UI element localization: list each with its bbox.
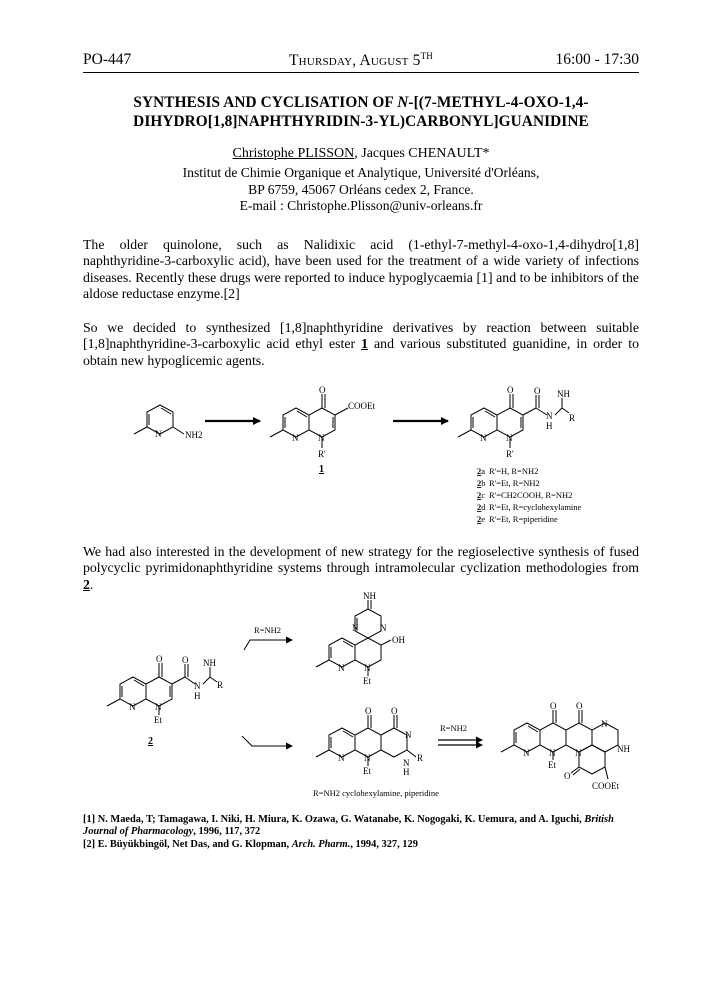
reaction-scheme-2 [0, 592, 704, 804]
p2-text-b: and various substituted guanidine, in order to obtain new hypoglicemic agents. [83, 336, 639, 368]
branch-arrow-top [244, 640, 292, 650]
s2-n-tet-top: N [601, 719, 608, 729]
s2-o-bot-b: O [391, 706, 398, 716]
s2-h-amide: H [194, 691, 201, 701]
s2-n2-bot: N [364, 753, 371, 763]
compound-1-structure [270, 394, 348, 448]
ref1-authors: [1] N. Maeda, T; Tamagawa, I. Niki, H. Miura, K. Ozawa, G. Watanabe, K. Nogogaki, K. Uemura, and A. Iguchi, [83, 814, 585, 825]
ref2-journal: Arch. Pharm. [291, 838, 351, 850]
s2-n1-cmp2: N [129, 702, 136, 712]
s2-n1-top: N [338, 663, 345, 673]
ref1-journal: British Journal of Pharmacology [83, 814, 614, 838]
session-day-text: Thursday, August 5 [288, 52, 421, 69]
paragraph-synthesis [83, 320, 639, 369]
variant-2a [477, 466, 538, 476]
branch-arrow-bottom [242, 736, 292, 746]
s1-n1-cmp1: N [292, 433, 299, 443]
poster-number: PO-447 [83, 51, 132, 68]
title-italic-n: N [397, 94, 409, 111]
svg-text:R'=Et, R=piperidine: R'=Et, R=piperidine [489, 514, 558, 524]
reference-1 [83, 814, 639, 839]
s2-n2-top: N [364, 663, 371, 673]
p2-text-a: So we decided to synthesized [1,8]naphthyridine derivatives by reaction between suitable [1,8]naphthyridine-3-carboxylic acid ethyl ester [83, 320, 639, 352]
s2-n-amide: N [194, 681, 201, 691]
ref2-details: , 1994, 327, 129 [350, 838, 418, 850]
s2-label-cmp2: 2 [148, 736, 153, 747]
presenting-author: Christophe PLISSON [232, 146, 355, 161]
s2-o-bot-a: O [365, 706, 372, 716]
paragraph-cyclization [83, 544, 639, 593]
s1-label-cmp1: 1 [319, 464, 324, 475]
s2-cooet: COOEt [592, 781, 619, 791]
page-header [83, 50, 639, 73]
title-part-b: -[(7-METHYL-4-OXO-1,4- [408, 94, 589, 111]
reaction-scheme-1 [0, 375, 704, 535]
s2-o-tet-c: O [564, 771, 571, 781]
title-line-1 [83, 93, 639, 112]
s2-n-top-a: N [352, 623, 359, 633]
s1-rprime-cmp2: R' [506, 449, 514, 459]
condition-top: R=NH2 [254, 625, 281, 635]
svg-text:2d: 2d [477, 502, 486, 512]
s2-r-bot: R [417, 753, 424, 763]
p3-text-b: . [89, 576, 94, 592]
s1-n-aminopyridine: N [155, 429, 162, 439]
s2-r: R [217, 680, 224, 690]
svg-text:2e: 2e [477, 514, 486, 524]
s1-n-amide: N [546, 411, 553, 421]
s2-o-a: O [156, 654, 163, 664]
s2-n-top-b: N [380, 623, 387, 633]
session-time: 16:00 - 17:30 [555, 51, 639, 68]
compound-2-variants [477, 466, 582, 524]
s2-n1-tet: N [523, 748, 530, 758]
ref2-authors: [2] E. Büyükbingöl, Net Das, and G. Klopman, [83, 838, 292, 850]
s2-et-cmp2: Et [154, 715, 162, 725]
authors [83, 146, 639, 162]
affiliation [83, 165, 639, 215]
variant-2b [477, 478, 540, 488]
scheme2-compound-2 [107, 663, 217, 715]
svg-text:2b: 2b [477, 478, 486, 488]
s1-o-cmp1: O [319, 385, 326, 395]
session-day-sup: TH [420, 51, 434, 61]
ref1-details: , 1996, 117, 372 [193, 826, 261, 838]
s2-nh-top: NH [363, 592, 376, 601]
variant-2e [477, 514, 558, 524]
s2-nh-tet: NH [617, 744, 630, 754]
s2-n-bot: N [405, 730, 412, 740]
affiliation-email: E-mail : Christophe.Plisson@univ-orleans.fr [239, 198, 483, 213]
s1-o-cmp2b: O [534, 386, 541, 396]
s1-n1-cmp2: N [480, 433, 487, 443]
s2-n-bot-b: N [403, 758, 410, 768]
s2-o-b: O [182, 655, 189, 665]
s2-o-tet-a: O [550, 701, 557, 711]
svg-text:R'=Et, R=cyclohexylamine: R'=Et, R=cyclohexylamine [489, 502, 582, 512]
s2-et-top: Et [363, 676, 371, 686]
references [83, 814, 639, 851]
affiliation-line-2: BP 6759, 45067 Orléans cedex 2, France. [248, 181, 474, 197]
variant-2c [477, 490, 572, 500]
title-line-2: DIHYDRO[1,8]NAPHTHYRIDIN-3-YL)CARBONYL]GUANIDINE [133, 113, 589, 130]
svg-text:R'=H, R=NH2: R'=H, R=NH2 [489, 466, 539, 476]
p3-text-a: We had also interested in the development of new strategy for the regioselective synthesis of fused polycyclic pyrimidonaphthyridine systems through intramolecular cyclization methodologies from [83, 544, 639, 576]
title-part-a: SYNTHESIS AND CYCLISATION OF [133, 94, 398, 111]
s1-nh2: NH2 [185, 430, 203, 440]
s2-o-tet-b: O [576, 701, 583, 711]
s1-r: R [569, 413, 576, 423]
affiliation-line-1: Institut de Chimie Organique et Analytique, Université d'Orléans, [182, 165, 540, 180]
reference-2 [83, 839, 639, 851]
variant-2d [477, 502, 582, 512]
s2-n1-bot: N [338, 753, 345, 763]
s1-cooet: COOEt [348, 401, 375, 411]
condition-bottom: R=NH2 cyclohexylamine, piperidine [313, 788, 439, 798]
s1-n2-cmp1: N [318, 433, 325, 443]
paragraph-intro: The older quinolone, such as Nalidixic acid (1-ethyl-7-methyl-4-oxo-1,4-dihydro[1,8] naphthyridine-3-carboxylic acid), have been used for the treatment of a wide variety of infections diseases. Recently these drugs were reported to induce hypoglycaemia [1] and to be inhibitors of the aldose reductase enzyme.[2] [83, 237, 639, 301]
co-authors: , Jacques CHENAULT* [354, 146, 490, 161]
s1-rprime-cmp1: R' [318, 449, 326, 459]
s2-oh: OH [392, 635, 405, 645]
s2-n3-tet: N [575, 748, 582, 758]
s2-et-bot: Et [363, 766, 371, 776]
s2-et-tet: Et [548, 760, 556, 770]
svg-text:2a: 2a [477, 466, 486, 476]
tricyclic-hydroxy-product [316, 600, 391, 676]
s2-n2-cmp2: N [155, 702, 162, 712]
s1-n2-cmp2: N [506, 433, 513, 443]
compound-ref-1: 1 [361, 336, 369, 352]
paper-title [83, 93, 639, 131]
s2-n2-tet: N [549, 748, 556, 758]
compound-ref-2: 2 [83, 576, 90, 592]
svg-text:R'=Et, R=NH2: R'=Et, R=NH2 [489, 478, 540, 488]
s2-h-bot: H [403, 767, 410, 777]
s2-nh-guan: NH [203, 658, 216, 668]
svg-text:2c: 2c [477, 490, 486, 500]
s1-nh: NH [557, 389, 570, 399]
s1-h-amide: H [546, 421, 553, 431]
s1-o-cmp2a: O [507, 385, 514, 395]
condition-right: R=NH2 [440, 723, 467, 733]
svg-text:R'=CH2COOH, R=NH2: R'=CH2COOH, R=NH2 [489, 490, 573, 500]
